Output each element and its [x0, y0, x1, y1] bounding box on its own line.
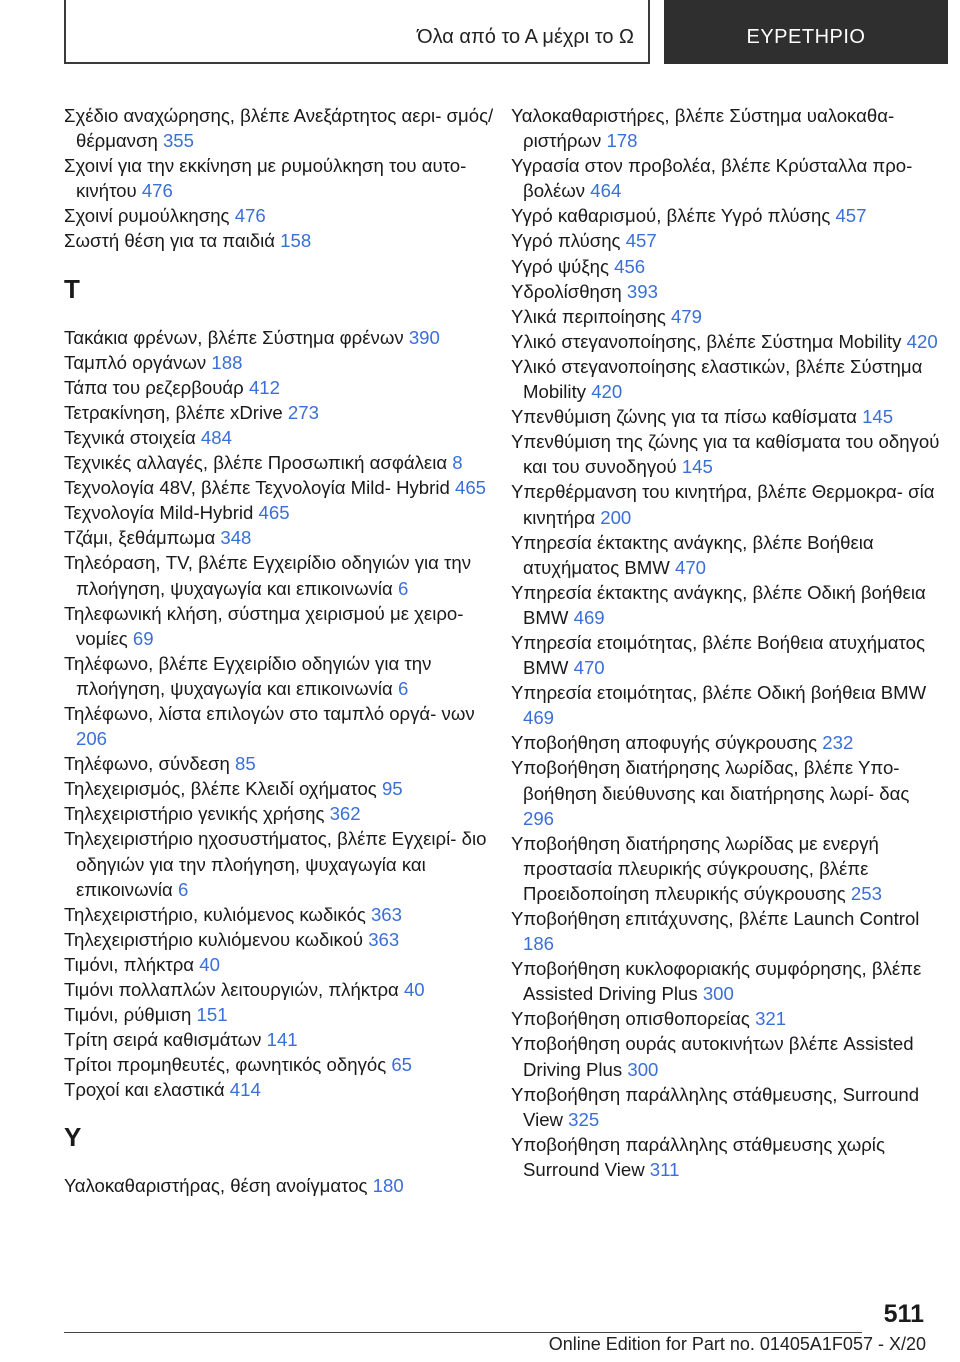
index-entry-text: Σωστή θέση για τα παιδιά	[64, 230, 275, 252]
page-link[interactable]: 158	[280, 230, 312, 252]
index-entry	[64, 400, 494, 425]
index-entry-text: Τιμόνι, πλήκτρα	[64, 953, 195, 975]
index-entry-text: Τεχνολογία Mild-Hybrid	[64, 502, 254, 524]
page-link[interactable]: 362	[329, 803, 361, 825]
page-link[interactable]: 457	[835, 205, 867, 227]
index-entry-text: Υγρό πλύσης	[511, 230, 621, 252]
index-entry	[64, 701, 494, 751]
index-entry	[511, 479, 941, 529]
page-link[interactable]: 6	[397, 677, 409, 699]
index-entry-text: Τηλεφωνική κλήση, σύστημα χειρισμού με χειρο- νομίες	[64, 602, 464, 649]
page-link[interactable]: 484	[200, 426, 232, 448]
index-entry-text: Υποβοήθηση κυκλοφοριακής συμφόρησης, βλέπε Assisted Driving Plus	[511, 958, 922, 1005]
index-entry-text: Υποβοήθηση ουράς αυτοκινήτων βλέπε Assisted Driving Plus	[511, 1033, 914, 1080]
index-entry-text: Τρίτη σειρά καθισμάτων	[64, 1029, 262, 1051]
index-entry-text: Υλικό στεγανοποίησης ελαστικών, βλέπε Σύστημα Mobility	[511, 355, 923, 403]
page-link[interactable]: 476	[141, 180, 173, 202]
index-entry-text: Τάπα του ρεζερβουάρ	[64, 376, 244, 398]
index-entry	[511, 103, 941, 153]
page-link[interactable]: 476	[234, 205, 266, 227]
page-link[interactable]: 456	[614, 255, 646, 277]
index-entry	[64, 977, 494, 1002]
page-link[interactable]: 464	[590, 180, 622, 202]
page-link[interactable]: 206	[76, 728, 108, 750]
index-entry-text: Τηλεόραση, TV, βλέπε Εγχειρίδιο οδηγιών για την πλοήγηση, ψυχαγωγία και επικοινωνία	[64, 552, 472, 599]
index-entry-text: Υπενθύμιση της ζώνης για τα καθίσματα του οδηγού και του συνοδηγού	[511, 431, 940, 478]
page-link[interactable]: 151	[196, 1004, 228, 1026]
index-entry	[64, 375, 494, 400]
index-entry	[64, 500, 494, 525]
page-link[interactable]: 479	[670, 305, 702, 327]
index-entry-text: Τηλέφωνο, λίστα επιλογών στο ταμπλό οργά- νων	[64, 702, 475, 724]
index-entry	[511, 254, 941, 279]
index-entry	[64, 902, 494, 927]
index-entry-text: Τακάκια φρένων, βλέπε Σύστημα φρένων	[64, 326, 404, 348]
index-entry	[511, 404, 941, 429]
index-entry-text: Υποβοήθηση επιτάχυνσης, βλέπε Launch Control	[511, 908, 920, 929]
index-entry	[511, 304, 941, 329]
index-entry-text: Τηλεχειριστήριο γενικής χρήσης	[64, 803, 325, 825]
footer-edition: Online Edition for Part no. 01405A1F057 - X/20	[548, 1334, 926, 1354]
index-entry-text: Τιμόνι πολλαπλών λειτουργιών, πλήκτρα	[64, 979, 399, 1000]
page-link[interactable]: 311	[649, 1158, 680, 1180]
page-link[interactable]: 470	[573, 657, 605, 679]
page-link[interactable]: 412	[248, 376, 280, 398]
index-entry-text: Υπηρεσία ετοιμότητας, βλέπε Βοήθεια ατυχήματος BMW	[511, 631, 925, 679]
index-entry-text: Υποβοήθηση παράλληλης στάθμευσης χωρίς Surround View	[511, 1133, 885, 1180]
index-entry	[511, 1132, 941, 1182]
page-link[interactable]: 6	[177, 878, 189, 900]
page-link[interactable]: 200	[600, 506, 632, 528]
page-link[interactable]: 180	[372, 1175, 404, 1197]
index-entry-text: Τηλεχειριστήριο κυλιόμενου κωδικού	[64, 928, 364, 950]
index-entry	[64, 927, 494, 952]
index-entry	[511, 1031, 941, 1081]
index-entry	[64, 801, 494, 826]
page-link[interactable]: 348	[220, 527, 252, 549]
page-link[interactable]: 393	[626, 280, 658, 302]
index-entry	[64, 475, 494, 500]
index-entry	[64, 1052, 494, 1077]
page-link[interactable]: 40	[403, 979, 425, 1000]
header	[64, 0, 948, 64]
index-entry-text: Υλικά περιποίησης	[511, 305, 666, 327]
section-letter: Υ	[64, 1122, 82, 1153]
page-link[interactable]: 95	[381, 778, 403, 800]
index-entry-text: Σχέδιο αναχώρησης, βλέπε Ανεξάρτητος αερι- σμός/θέρμανση	[64, 105, 494, 152]
index-entry-text: Τεχνικά στοιχεία	[64, 426, 196, 448]
index-entry	[64, 1027, 494, 1052]
index-entry-text: Υπηρεσία έκτακτης ανάγκης, βλέπε Οδική βοήθεια BMW	[511, 581, 926, 628]
page-link[interactable]: 186	[523, 933, 555, 955]
index-entry-text: Υπηρεσία έκτακτης ανάγκης, βλέπε Βοήθεια ατυχήματος BMW	[511, 531, 874, 578]
page-link[interactable]: 145	[862, 406, 894, 428]
index-entry-text: Υποβοήθηση διατήρησης λωρίδας με ενεργή προστασία πλευρικής σύγκρουσης, βλέπε Προειδοποίηση πλευρικής σύγκρουσης	[511, 832, 879, 904]
page-link[interactable]: 232	[822, 732, 854, 754]
index-entry	[511, 1082, 941, 1132]
page-link[interactable]: 469	[573, 606, 605, 628]
index-entry-text: Τρίτοι προμηθευτές, φωνητικός οδηγός	[64, 1054, 387, 1076]
index-entry-text: Τηλεχειριστήριο, κυλιόμενος κωδικός	[64, 903, 366, 925]
index-entry-text: Υγρασία στον προβολέα, βλέπε Κρύσταλλα προ- βολέων	[511, 155, 913, 202]
index-entry-text: Υγρό ψύξης	[511, 255, 609, 277]
index-entry	[511, 956, 941, 1006]
index-entry	[64, 153, 494, 203]
index-entry	[511, 203, 941, 228]
page-link[interactable]: 178	[606, 130, 638, 152]
index-entry-text: Υαλοκαθαριστήρες, βλέπε Σύστημα υαλοκαθα- ριστήρων	[511, 105, 895, 152]
index-entry	[64, 103, 494, 153]
index-entry	[64, 450, 494, 475]
index-entry-text: Τζάμι, ξεθάμπωμα	[64, 527, 216, 549]
index-entry-text: Υγρό καθαρισμού, βλέπε Υγρό πλύσης	[511, 205, 831, 227]
index-entry-text: Τεχνολογία 48V, βλέπε Τεχνολογία Mild- Hybrid	[64, 477, 450, 499]
index-entry	[64, 751, 494, 776]
page-link[interactable]: 141	[266, 1029, 298, 1051]
index-entry-text: Υποβοήθηση αποφυγής σύγκρουσης	[511, 732, 818, 754]
index-entry	[511, 730, 941, 755]
index-entry	[64, 203, 494, 228]
page-link[interactable]: 465	[258, 502, 290, 524]
index-entry	[64, 350, 494, 375]
index-entry	[511, 329, 941, 354]
index-entry-text: Τηλέφωνο, σύνδεση	[64, 753, 230, 775]
page-link[interactable]: 469	[523, 707, 555, 729]
page-link[interactable]: 414	[229, 1079, 261, 1101]
index-entry-text: Τηλέφωνο, βλέπε Εγχειρίδιο οδηγιών για την πλοήγηση, ψυχαγωγία και επικοινωνία	[64, 652, 432, 699]
index-entry	[64, 228, 494, 253]
page-link[interactable]: 363	[370, 903, 402, 925]
index-entry-text: Υλικό στεγανοποίησης, βλέπε Σύστημα Mobility	[511, 330, 902, 352]
index-entry-text: Υαλοκαθαριστήρας, θέση ανοίγματος	[64, 1175, 368, 1197]
index-entry	[511, 755, 941, 830]
page-link[interactable]: 470	[675, 556, 707, 578]
page-link[interactable]: 296	[523, 807, 555, 829]
page-link[interactable]: 355	[162, 130, 194, 152]
page-link[interactable]: 40	[199, 953, 220, 975]
page-link[interactable]: 273	[287, 401, 319, 423]
index-entry	[64, 1002, 494, 1027]
page-link[interactable]: 321	[755, 1008, 787, 1030]
index-entry-text: Υπερθέρμανση του κινητήρα, βλέπε Θερμοκρα- σία κινητήρα	[511, 481, 935, 528]
page-link[interactable]: 85	[235, 753, 256, 775]
page-link[interactable]: 420	[591, 381, 623, 403]
index-entry	[64, 952, 494, 977]
page-link[interactable]: 465	[454, 477, 487, 499]
index-column-right	[511, 103, 941, 1182]
index-entry-text: Τροχοί και ελαστικά	[64, 1079, 225, 1101]
index-entry	[511, 1006, 941, 1031]
index-entry	[64, 525, 494, 550]
page-link[interactable]: 390	[408, 326, 440, 348]
section-letter: Τ	[64, 273, 80, 304]
index-entry	[64, 651, 494, 701]
page-link[interactable]: 69	[132, 627, 154, 649]
index-entry-text: Τεχνικές αλλαγές, βλέπε Προσωπική ασφάλεια	[64, 452, 448, 474]
index-entry	[511, 906, 941, 956]
index-entry-text: Υπηρεσία ετοιμότητας, βλέπε Οδική βοήθεια BMW	[511, 682, 927, 704]
page-number: 511	[883, 1300, 924, 1328]
index-entry	[64, 826, 494, 901]
page-link[interactable]: 300	[702, 983, 734, 1005]
page-link[interactable]: 145	[681, 456, 713, 478]
index-entry	[64, 1173, 494, 1198]
footer-divider	[64, 1332, 862, 1333]
index-entry-text: Τετρακίνηση, βλέπε xDrive	[64, 401, 283, 423]
index-entry	[511, 530, 941, 580]
index-entry-text: Υποβοήθηση διατήρησης λωρίδας, βλέπε Υπο- βοήθηση διεύθυνσης και διατήρησης λωρί- δας	[511, 757, 910, 804]
index-entry	[511, 580, 941, 630]
index-entry-text: Τηλεχειριστήριο ηχοσυστήματος, βλέπε Εγχειρί- διο οδηγιών για την πλοήγηση, ψυχαγωγία και επικοινωνία	[64, 828, 487, 900]
page-link[interactable]: 420	[906, 330, 938, 352]
index-entry-text: Υποβοήθηση οπισθοπορείας	[511, 1008, 750, 1030]
index-entry-text: Σχοινί ρυμούλκησης	[64, 205, 230, 227]
index-entry	[64, 601, 494, 651]
page-link[interactable]: 253	[850, 882, 882, 904]
index-entry	[64, 550, 494, 600]
page-link[interactable]: 188	[211, 351, 243, 373]
index-entry	[511, 279, 941, 304]
page-link[interactable]: 457	[625, 230, 657, 252]
index-entry	[511, 680, 941, 730]
page-link[interactable]: 6	[397, 577, 409, 599]
page-link[interactable]: 65	[391, 1054, 413, 1076]
tab-all-a-to-z[interactable]	[64, 0, 650, 64]
index-entry-text: Σχοινί για την εκκίνηση με ρυμούλκηση του αυτο- κινήτου	[64, 155, 467, 202]
index-entry	[64, 325, 494, 350]
index-entry	[64, 425, 494, 450]
index-column-left	[64, 103, 494, 1199]
index-entry-text: Ταμπλό οργάνων	[64, 351, 207, 373]
index-entry	[511, 354, 941, 404]
index-entry	[511, 429, 941, 479]
index-entry	[511, 630, 941, 680]
tab-index[interactable]	[664, 0, 948, 64]
index-entry-text: Τιμόνι, ρύθμιση	[64, 1004, 192, 1026]
index-entry	[64, 776, 494, 801]
page-link[interactable]: 300	[627, 1058, 659, 1080]
index-entry-text: Τηλεχειρισμός, βλέπε Κλειδί οχήματος	[64, 778, 377, 800]
index-entry-text: Υπενθύμιση ζώνης για τα πίσω καθίσματα	[511, 406, 857, 428]
index-entry-text: Υποβοήθηση παράλληλης στάθμευσης, Surround View	[511, 1083, 920, 1130]
page-link[interactable]: 363	[368, 928, 400, 950]
page-link[interactable]: 325	[568, 1108, 600, 1130]
page-link[interactable]: 8	[452, 452, 463, 474]
tab-index-label: ΕΥΡΕΤΗΡΙΟ	[746, 26, 866, 48]
index-entry	[511, 228, 941, 253]
index-entry-text: Υδρολίσθηση	[511, 280, 622, 302]
index-entry	[511, 153, 941, 203]
index-entry	[511, 831, 941, 906]
index-entry	[64, 1077, 494, 1102]
tab-all-a-to-z-label: Όλα από το Α μέχρι το Ω	[417, 26, 634, 48]
